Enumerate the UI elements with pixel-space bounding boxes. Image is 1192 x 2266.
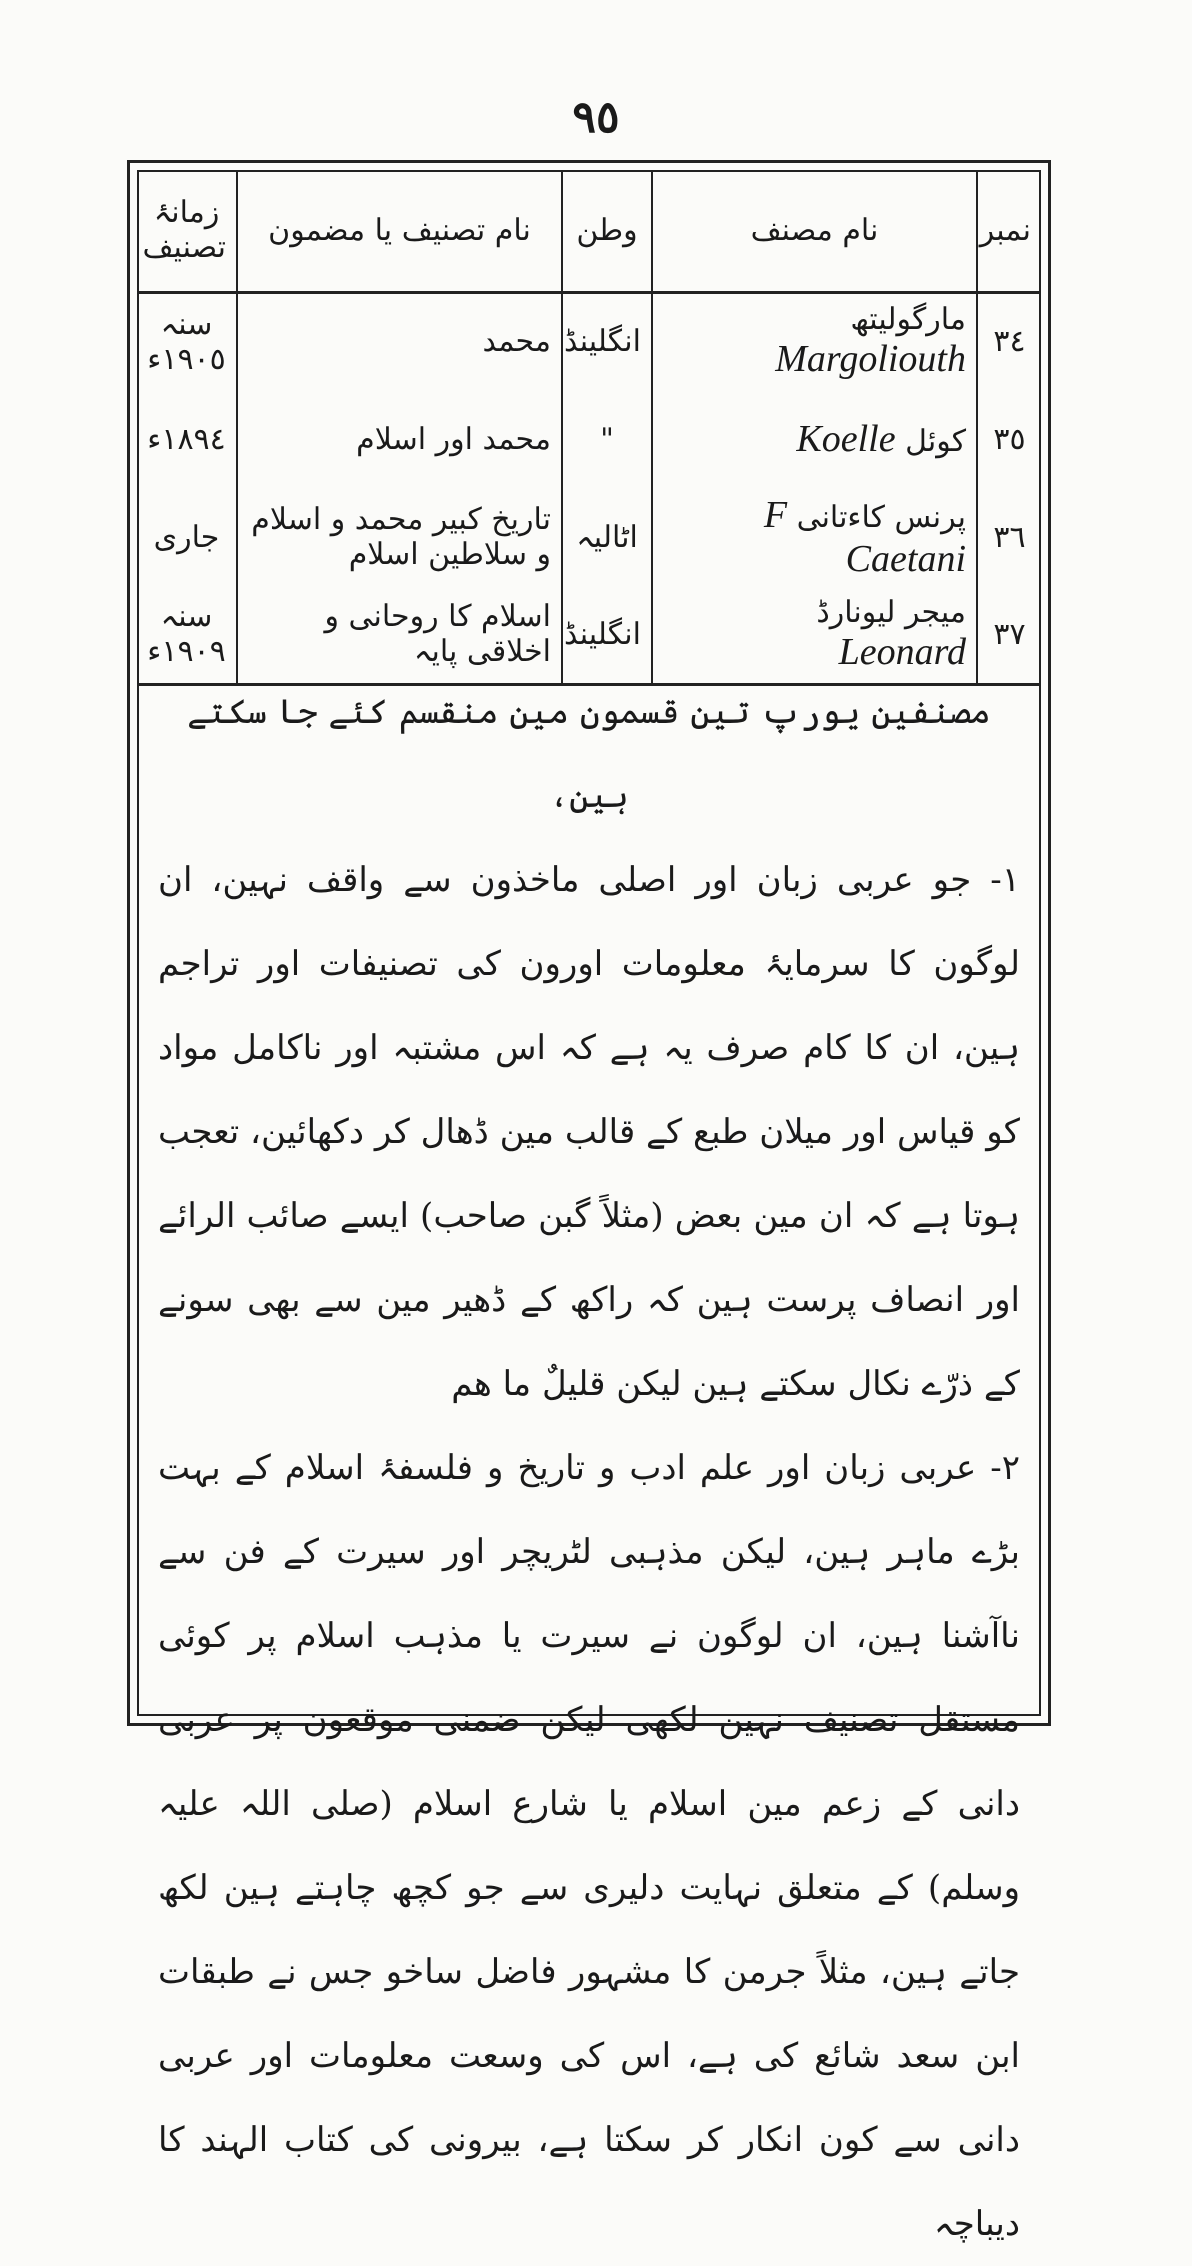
author-name-cell <box>652 292 977 390</box>
page-number: ٩٥ <box>572 92 620 143</box>
header-author-name: نام مصنف <box>652 170 977 292</box>
table-row <box>137 488 1041 586</box>
author-name-urdu: پرنس کاءتانی <box>796 500 966 535</box>
country-cell: " <box>562 390 652 488</box>
table-row <box>137 390 1041 488</box>
paragraph-category-1: ١- جو عربی زبان اور اصلی ماخذون سے واقف نہین، ان لوگون کا سرمایۂ معلومات اورون کی تصنیفات اور تراجم ہین، ان کا کام صرف یہ ہے کہ اس مشتبہ اور ناکامل مواد کو قیاس اور میلان طبع کے قالب مین ڈھال کر دکھائین، تعجب ہوتا ہے کہ ان مین بعض (مثلاً گبن صاحب) ایسے صائب الرائے اور انصاف پرست ہین کہ راکھ کے ڈھیر مین سے بھی سونے کے ذرّے نکال سکتے ہین لیکن قلیلٌ ما ھم <box>158 860 1020 1404</box>
body-text <box>158 670 1020 2266</box>
date-cell: ١٨٩٤ء <box>147 421 226 457</box>
table-row <box>137 292 1041 390</box>
work-title-cell: تاریخ کبیر محمد و اسلام و سلاطین اسلام <box>237 488 562 586</box>
author-name-latin: F Caetani <box>763 494 966 580</box>
header-date: زمانۂ تصنیف <box>142 195 226 266</box>
country-cell: انگلینڈ <box>562 586 652 684</box>
work-title-cell: محمد <box>237 292 562 390</box>
header-country: وطن <box>562 170 652 292</box>
intro-line: مصنفین یورپ تین قسمون مین منقسم کئے جا سکتے ہین، <box>187 692 991 816</box>
author-name-urdu: مارگولیتھ <box>850 302 966 338</box>
author-name-cell <box>652 488 977 586</box>
author-name-latin: Koelle <box>796 418 896 460</box>
author-name-latin: Leonard <box>838 630 966 673</box>
table-header-row <box>137 170 1041 292</box>
header-number: نمبر <box>977 170 1041 292</box>
author-name-urdu: میجر لیونارڈ <box>816 594 966 630</box>
row-number: ٣٦ <box>977 488 1041 586</box>
row-number: ٣٧ <box>977 586 1041 684</box>
country-cell: اٹالیہ <box>562 488 652 586</box>
date-cell: سنہ ١٩٠٥ء <box>147 306 226 377</box>
date-cell: جاری <box>153 519 220 555</box>
work-title-cell: اسلام کا روحانی و اخلاقی پایہ <box>237 586 562 684</box>
header-work-title: نام تصنیف یا مضمون <box>237 170 562 292</box>
authors-table <box>137 170 1041 686</box>
author-name-cell <box>652 390 977 488</box>
row-number: ٣٤ <box>977 292 1041 390</box>
row-number: ٣٥ <box>977 390 1041 488</box>
paragraph-category-2: ٢- عربی زبان اور علم ادب و تاریخ و فلسفۂ اسلام کے بہت بڑے ماہر ہین، لیکن مذہبی لٹریچر اور سیرت کے فن سے ناآشنا ہین، ان لوگون نے سیرت یا مذہب اسلام پر کوئی مستقل تصنیف نہین لکھی لیکن ضمنی موقعون پر عربی دانی کے زعم مین اسلام یا شارع اسلام (صلی اللہ علیہ وسلم) کے متعلق نہایت دلیری سے جو کچھ چاہتے ہین لکھ جاتے ہین، مثلاً جرمن کا مشہور فاضل ساخو جس نے طبقات ابن سعد شائع کی ہے، اس کی وسعت معلومات اور عربی دانی سے کون انکار کر سکتا ہے، بیرونی کی کتاب الہند کا دیباچہ <box>158 1448 1020 2244</box>
work-title-cell: محمد اور اسلام <box>237 390 562 488</box>
author-name-latin: Margoliouth <box>775 338 966 381</box>
country-cell: انگلینڈ <box>562 292 652 390</box>
author-name-urdu: کوئل <box>905 424 966 459</box>
date-cell: سنہ ١٩٠٩ء <box>147 599 226 670</box>
